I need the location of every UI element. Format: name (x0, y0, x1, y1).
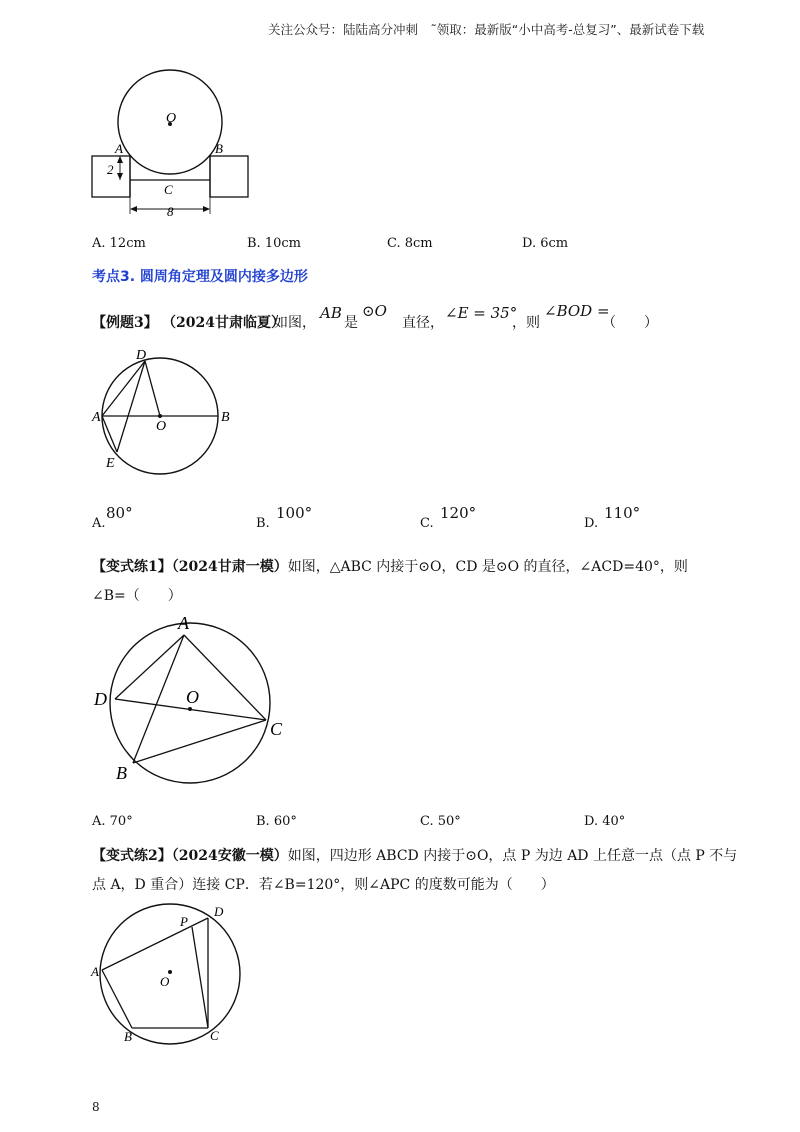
q0-option-d: D. 6cm (522, 236, 569, 251)
example3-circle: ⊙O (362, 302, 387, 320)
figure-example3 (88, 345, 248, 475)
page-number: 8 (92, 1100, 100, 1114)
example3-text4: ，则 (512, 315, 540, 331)
label-d: D (94, 689, 107, 709)
label-b: B (215, 141, 223, 156)
option-value: 80° (106, 504, 133, 522)
example3-option-c (420, 504, 480, 532)
variant1-line2: ∠B=（ ） (92, 588, 182, 604)
option-letter: C. (420, 516, 434, 531)
option-value: 100° (276, 504, 313, 522)
label-e: E (106, 456, 115, 471)
example3-option-a (92, 504, 152, 532)
label-c: C (210, 1028, 219, 1043)
example3-text1: 如图， (274, 315, 316, 331)
label-width: 8 (167, 204, 174, 219)
example3-paren: （ ） (602, 315, 658, 331)
option-value: 120° (440, 504, 477, 522)
variant2-source: （2024安徽一模） (171, 848, 288, 864)
label-b: B (124, 1029, 132, 1044)
example3-text3: 直径， (402, 315, 444, 331)
label-a: A (115, 141, 123, 156)
label-height: 2 (107, 162, 114, 177)
label-d: D (136, 348, 147, 363)
variant2-text: 如图，四边形 ABCD 内接于⊙O，点 P 为边 AD 上任意一点（点 P 不与 (287, 848, 738, 864)
variant1-source: （2024甘肃一模） (171, 559, 288, 575)
figure-variant2 (88, 900, 258, 1050)
variant2-line2: 点 A，D 重合）连接 CP．若∠B=120°，则∠APC 的度数可能为（ ） (92, 877, 555, 893)
variant1-line1 (92, 556, 688, 576)
variant1-option-a: A. 70° (92, 814, 133, 829)
option-letter: D. (584, 516, 599, 531)
option-value: 110° (604, 504, 641, 522)
section-heading: 考点3. 圆周角定理及圆内接多边形 (92, 269, 308, 285)
figure-circle-on-rectangles (88, 64, 258, 224)
label-p: P (180, 914, 188, 929)
example3-label: 【例题3】 (92, 315, 158, 331)
label-a: A (92, 410, 101, 425)
example3-ab: AB (320, 304, 342, 322)
example3-question (92, 302, 712, 332)
label-o: O (186, 687, 199, 707)
variant1-label: 【变式练1】 (92, 559, 172, 575)
option-letter: A. (92, 516, 106, 531)
figure-variant1 (88, 605, 298, 790)
label-c: C (164, 182, 173, 197)
example3-angle: ∠E = 35° (445, 304, 518, 322)
example3-option-d (584, 504, 644, 532)
example3-text2: 是 (344, 315, 358, 331)
example3-source: （2024甘肃临夏） (162, 315, 285, 331)
q0-option-b: B. 10cm (247, 236, 301, 251)
variant2-label: 【变式练2】 (92, 848, 172, 864)
q0-option-c: C. 8cm (387, 236, 433, 251)
example3-option-b (256, 504, 316, 532)
label-a: A (91, 964, 99, 979)
right-block (210, 156, 248, 197)
label-o: O (166, 111, 177, 126)
label-d: D (214, 904, 224, 919)
variant1-option-d: D. 40° (584, 814, 626, 829)
label-o: O (156, 419, 167, 434)
variant1-text: 如图，△ABC 内接于⊙O，CD 是⊙O 的直径，∠ACD=40°，则 (287, 559, 688, 575)
label-a: A (178, 613, 189, 633)
example3-ask: ∠BOD = (544, 302, 610, 320)
variant2-line1 (92, 845, 737, 865)
variant1-option-c: C. 50° (420, 814, 461, 829)
label-c: C (270, 719, 283, 739)
variant1-option-b: B. 60° (256, 814, 297, 829)
q0-option-a: A. 12cm (92, 236, 146, 251)
label-b: B (116, 763, 127, 783)
label-o: O (160, 974, 170, 989)
label-b: B (221, 410, 230, 425)
page-header: 关注公众号：陆陆高分冲刺 ˜领取：最新版“小中高考-总复习”、最新试卷下载 (268, 22, 705, 37)
option-letter: B. (256, 516, 270, 531)
